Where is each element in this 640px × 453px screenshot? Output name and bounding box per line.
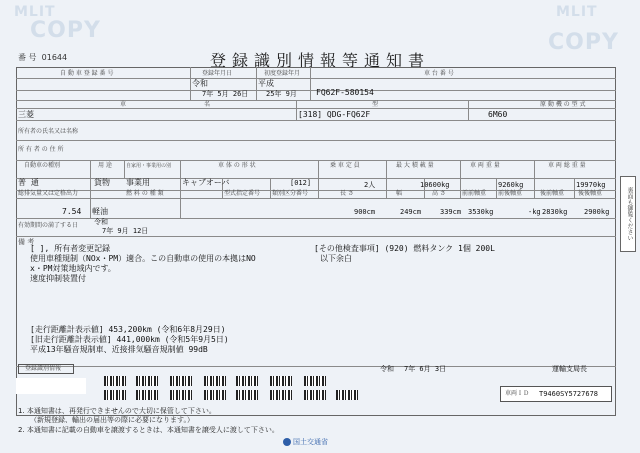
document-number-label: 番 号 bbox=[18, 53, 37, 62]
rule bbox=[190, 67, 191, 100]
label-rear-front-axle: 後前軸重 bbox=[540, 190, 565, 197]
label-use: 用 途 bbox=[98, 162, 112, 169]
label-engine-model: 原 動 機 の 型 式 bbox=[540, 101, 586, 108]
rule bbox=[16, 236, 616, 237]
registration-date-era: 令和 bbox=[192, 79, 208, 88]
rule bbox=[90, 160, 91, 198]
footer-note: （新規登録、輸出の届出等の際に必要になります。） bbox=[30, 416, 194, 424]
issue-era: 令和 bbox=[380, 365, 394, 373]
max-load: 10600kg bbox=[420, 181, 450, 189]
label-type-number: 型式指定番号 bbox=[224, 190, 261, 197]
barcode-block bbox=[136, 390, 158, 400]
watermark-copy-right: COPY bbox=[548, 30, 619, 55]
label-vehicle-weight: 車 両 重 量 bbox=[470, 162, 500, 169]
vehicle-id: T9460SY5727678 bbox=[539, 390, 599, 398]
document-number-value: 01644 bbox=[41, 53, 68, 62]
rule bbox=[270, 178, 271, 198]
barcode-block bbox=[270, 376, 292, 386]
use: 貨物 bbox=[94, 178, 110, 187]
barcode-block bbox=[136, 376, 158, 386]
rule bbox=[296, 100, 297, 120]
rule bbox=[16, 78, 616, 79]
noise-regulation: 平成13年騒音規制車、近接排気騒音規制値 99dB bbox=[30, 345, 208, 354]
rule bbox=[256, 67, 257, 100]
label-maker: 車 bbox=[120, 101, 127, 108]
expiry-date: 7年 9月 12日 bbox=[102, 227, 149, 235]
barcode-block bbox=[170, 390, 192, 400]
label-front-rear-axle: 前後軸重 bbox=[498, 190, 523, 197]
purpose: 事業用 bbox=[126, 178, 150, 187]
vehicle-weight: 9260kg bbox=[498, 181, 524, 189]
label-owner-name: 所有者の氏名又は名称 bbox=[18, 128, 79, 135]
rule bbox=[496, 178, 497, 198]
maker: 三菱 bbox=[18, 110, 34, 119]
rule bbox=[16, 140, 616, 141]
agency-emblem-icon bbox=[283, 438, 291, 446]
watermark-copy-left: COPY bbox=[30, 18, 101, 43]
issue-date: 7年 6月 3日 bbox=[404, 365, 447, 373]
gross-weight: 19970kg bbox=[576, 181, 606, 189]
odometer-current: [走行距離計表示値] 453,200km (令和6年8月29日) bbox=[30, 325, 226, 334]
rule bbox=[16, 100, 616, 101]
remarks-line: 使用車種規制（NOx・PM）適合。この自動車の使用の本拠はNO bbox=[30, 254, 256, 263]
label-capacity: 乗 車 定 員 bbox=[330, 162, 360, 169]
capacity: 2人 bbox=[364, 181, 376, 189]
rule bbox=[468, 100, 469, 120]
agency-name: 国土交通省 bbox=[293, 438, 328, 446]
label-chassis-number: 車 台 番 号 bbox=[424, 70, 454, 77]
remarks-line: x・PM対策地域内です。 bbox=[30, 264, 116, 273]
label-body-shape: 車 体 の 形 状 bbox=[218, 162, 256, 169]
rule bbox=[534, 160, 535, 198]
chassis-number: FQ62F-580154 bbox=[316, 88, 374, 97]
fuel: 軽油 bbox=[92, 207, 108, 216]
label-vehicle-name: 名 bbox=[204, 101, 211, 108]
rule bbox=[574, 178, 575, 198]
rear-front-axle: 2830kg bbox=[542, 208, 568, 216]
remarks-line: 速度抑制装置付 bbox=[30, 274, 86, 283]
rule bbox=[90, 198, 91, 218]
label-vehicle-kind: 自動車の種別 bbox=[24, 162, 61, 169]
footer-note: 1. 本通知書は、再発行できませんので大切に保管して下さい。 bbox=[18, 407, 216, 415]
barcode-block bbox=[204, 376, 226, 386]
label-purpose: 自家用・事業用の別 bbox=[126, 163, 172, 169]
vehicle-kind: 普 通 bbox=[18, 178, 39, 187]
label-height: 高 さ bbox=[432, 190, 446, 197]
agency-seal bbox=[283, 437, 328, 447]
rule bbox=[16, 160, 616, 161]
barcode-block bbox=[170, 376, 192, 386]
document-title: 登録識別情報等通知書 bbox=[209, 51, 430, 70]
odometer-previous: [旧走行距離計表示値] 441,000km (令和5年9月5日) bbox=[30, 335, 229, 344]
barcode-block bbox=[336, 390, 358, 400]
model-code: [318] QDG-FQ62F bbox=[298, 110, 371, 119]
watermark-mlit-right: MLIT bbox=[556, 4, 598, 20]
footer-note: 2. 本通知書に記載の自動車を譲渡するときは、本通知書を譲受人に渡して下さい。 bbox=[18, 426, 279, 434]
displacement: 7.54 bbox=[62, 207, 82, 216]
label-registration-number: 自 動 車 登 録 番 号 bbox=[60, 70, 114, 77]
registration-info-box bbox=[18, 364, 74, 374]
rule bbox=[180, 160, 181, 198]
length: 900cm bbox=[354, 208, 376, 216]
first-registration-era: 平成 bbox=[258, 79, 274, 88]
label-first-registration: 初度登録年月 bbox=[264, 70, 301, 77]
redaction-block bbox=[16, 378, 86, 394]
watermark-mlit-left: MLIT bbox=[14, 4, 56, 20]
barcode-block bbox=[236, 390, 258, 400]
rule bbox=[124, 160, 125, 178]
barcode-block bbox=[304, 390, 326, 400]
barcode-block bbox=[270, 390, 292, 400]
label-gross-weight: 車 両 総 重 量 bbox=[548, 162, 586, 169]
remarks-line: [ ], 所有者変更記録 bbox=[30, 244, 111, 253]
issuing-office: 運輸支局長 bbox=[552, 365, 587, 373]
label-remarks: 備 考 bbox=[18, 238, 35, 246]
label-model: 型 bbox=[372, 101, 379, 108]
side-note: 裏面も御覧ください bbox=[620, 176, 636, 252]
barcode-block bbox=[236, 376, 258, 386]
height: 339cm bbox=[440, 208, 462, 216]
rule bbox=[386, 160, 387, 198]
label-fuel: 燃 料 の 種 類 bbox=[126, 190, 164, 197]
rule bbox=[16, 108, 616, 109]
rear-rear-axle: 2900kg bbox=[584, 208, 610, 216]
label-max-load: 最 大 積 載 量 bbox=[396, 162, 434, 169]
label-length: 長 さ bbox=[340, 190, 354, 197]
label-class-number: 類別区分番号 bbox=[272, 190, 309, 197]
rule bbox=[310, 67, 311, 100]
rule bbox=[180, 198, 181, 218]
label-owner-address: 所 有 者 の 住 所 bbox=[18, 146, 64, 153]
registration-date: 7年 5月 26日 bbox=[202, 90, 249, 98]
expiry-era: 令和 bbox=[94, 218, 108, 226]
barcode-block bbox=[204, 390, 226, 400]
rule bbox=[16, 366, 616, 367]
front-front-axle: 3530kg bbox=[468, 208, 494, 216]
body-code: [012] bbox=[290, 179, 312, 187]
barcode-block bbox=[104, 390, 126, 400]
engine-model: 6M60 bbox=[488, 110, 508, 119]
barcode-block bbox=[304, 376, 326, 386]
barcode-block bbox=[104, 376, 126, 386]
rule bbox=[318, 160, 319, 198]
other-inspection-items: [その他検査事項] (920) 燃料タンク 1個 200L bbox=[314, 244, 495, 253]
registration-info-label: 登録識別情報 bbox=[25, 365, 62, 372]
label-displacement: 総排気量又は定格出力 bbox=[18, 190, 79, 197]
remaining-blank-note: 以下余白 bbox=[320, 254, 352, 263]
label-front-front-axle: 前前軸重 bbox=[462, 190, 487, 197]
vehicle-id-label: 車両ＩＤ bbox=[505, 390, 530, 397]
label-registration-date: 登録年月日 bbox=[202, 70, 233, 77]
label-expiry: 有効期間の満了する日 bbox=[18, 222, 79, 229]
vehicle-id-box bbox=[500, 386, 612, 402]
rule bbox=[16, 120, 616, 121]
first-registration-date: 25年 9月 bbox=[266, 90, 297, 98]
width: 249cm bbox=[400, 208, 422, 216]
rule bbox=[460, 160, 461, 198]
body-shape: キャブオーバ bbox=[182, 178, 230, 187]
rule bbox=[16, 190, 616, 191]
front-rear-axle: -kg bbox=[528, 208, 541, 216]
label-rear-rear-axle: 後後軸重 bbox=[578, 190, 603, 197]
label-width: 幅 bbox=[396, 190, 403, 197]
rule bbox=[16, 198, 616, 199]
